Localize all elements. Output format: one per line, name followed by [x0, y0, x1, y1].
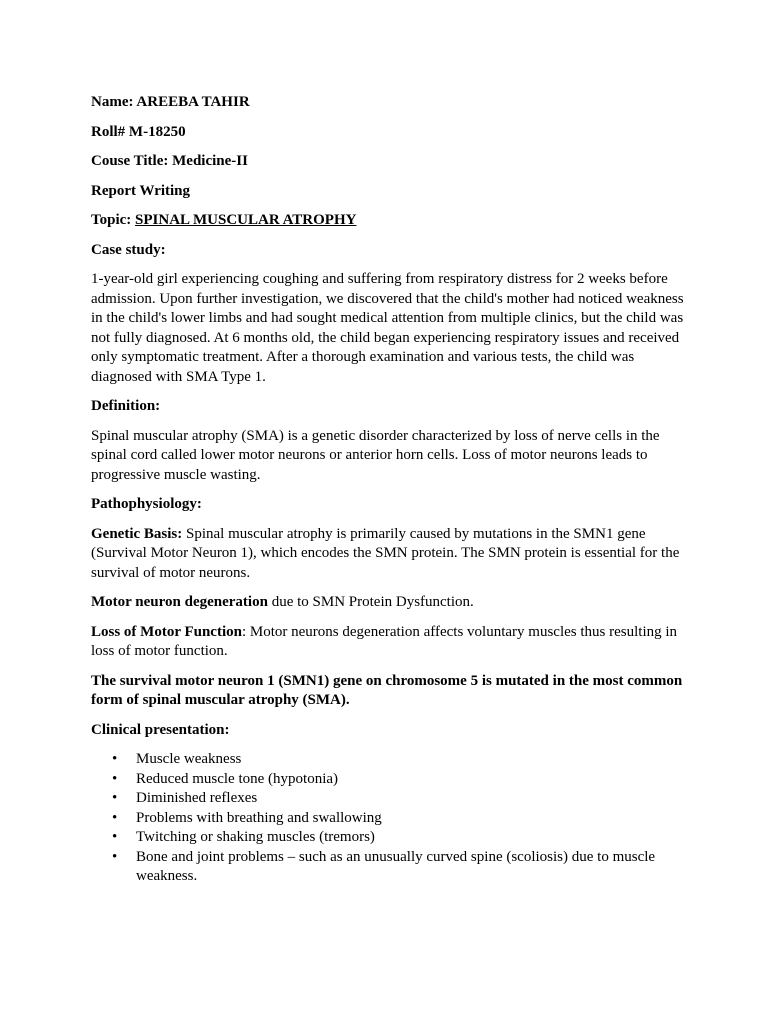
bullet-icon: • — [112, 848, 118, 865]
clinical-presentation-list — [91, 750, 691, 887]
roll-value: M-18250 — [128, 123, 186, 140]
definition-text: Spinal muscular atrophy (SMA) is a genetic disorder characterized by loss of nerve cells in the spinal cord called lower motor neurons or anterior horn cells. Loss of motor neurons leads to progressive muscle wasting. — [91, 427, 660, 483]
pathophysiology-heading: Pathophysiology: — [91, 496, 202, 512]
report-type: Report Writing — [91, 182, 191, 199]
smn1-note: The survival motor neuron 1 (SMN1) gene on chromosome 5 is mutated in the most common form of spinal muscular atrophy (SMA). — [91, 672, 683, 708]
loss-of-function-label: Loss of Motor Function — [91, 623, 242, 640]
course-value: Medicine-II — [172, 153, 248, 169]
list-item-text: Reduced muscle tone (hypotonia) — [136, 770, 339, 787]
topic-value: SPINAL MUSCULAR ATROPHY — [135, 212, 357, 228]
list-item-text: Muscle weakness — [136, 751, 242, 767]
bullet-icon: • — [112, 809, 118, 826]
list-item — [91, 789, 691, 809]
bullet-icon: • — [112, 829, 118, 845]
list-item-text: Bone and joint problems – such as an unusually curved spine (scoliosis) due to muscle weakness. — [136, 848, 656, 884]
list-item-text: Diminished reflexes — [136, 790, 258, 806]
list-item-text: Problems with breathing and swallowing — [136, 809, 382, 826]
case-study-text: 1-year-old girl experiencing coughing and suffering from respiratory distress for 2 weeks before admission. Upon further investigation, we discovered that the child's mother had noticed weakness in the child's lower limbs and had sought medical attention from multiple clinics, but the child was not fully diagnosed. At 6 months old, the child began experiencing respiratory issues and received only symptomatic treatment. After a thorough examination and various tests, the child was diagnosed with SMA Type 1. — [91, 271, 684, 385]
genetic-basis-text: Spinal muscular atrophy is primarily caused by mutations in the SMN1 gene (Survival Motor Neuron 1), which encodes the SMN protein. The SMN protein is essential for the survival of motor neurons. — [91, 525, 680, 581]
name-line — [91, 93, 691, 113]
bullet-icon: • — [112, 751, 118, 767]
genetic-basis-label: Genetic Basis: — [91, 525, 183, 542]
bullet-icon: • — [112, 790, 118, 806]
genetic-basis-paragraph — [91, 525, 691, 584]
clinical-presentation-heading: Clinical presentation: — [91, 721, 230, 738]
topic-line — [91, 211, 691, 231]
case-study-heading: Case study: — [91, 241, 166, 258]
definition-heading: Definition: — [91, 398, 161, 414]
loss-of-function-paragraph — [91, 623, 691, 662]
motor-neuron-paragraph — [91, 593, 691, 613]
loss-of-function-text: : Motor neurons degeneration affects voluntary muscles thus resulting in loss of motor function. — [91, 623, 678, 659]
list-item-text: Twitching or shaking muscles (tremors) — [136, 829, 375, 845]
list-item — [91, 750, 691, 770]
course-label: Couse Title: — [91, 153, 169, 169]
topic-label: Topic: — [91, 212, 132, 228]
name-value: AREEBA TAHIR — [136, 94, 250, 110]
list-item — [91, 809, 691, 829]
roll-line — [91, 123, 691, 143]
list-item — [91, 770, 691, 790]
list-item — [91, 828, 691, 848]
bullet-icon: • — [112, 770, 118, 787]
course-line — [91, 152, 691, 172]
motor-neuron-label: Motor neuron degeneration — [91, 594, 268, 610]
list-item — [91, 848, 691, 887]
document-page — [91, 93, 691, 887]
motor-neuron-text: due to SMN Protein Dysfunction. — [267, 594, 474, 610]
roll-label: Roll# — [91, 123, 126, 140]
name-label: Name: — [91, 94, 134, 110]
